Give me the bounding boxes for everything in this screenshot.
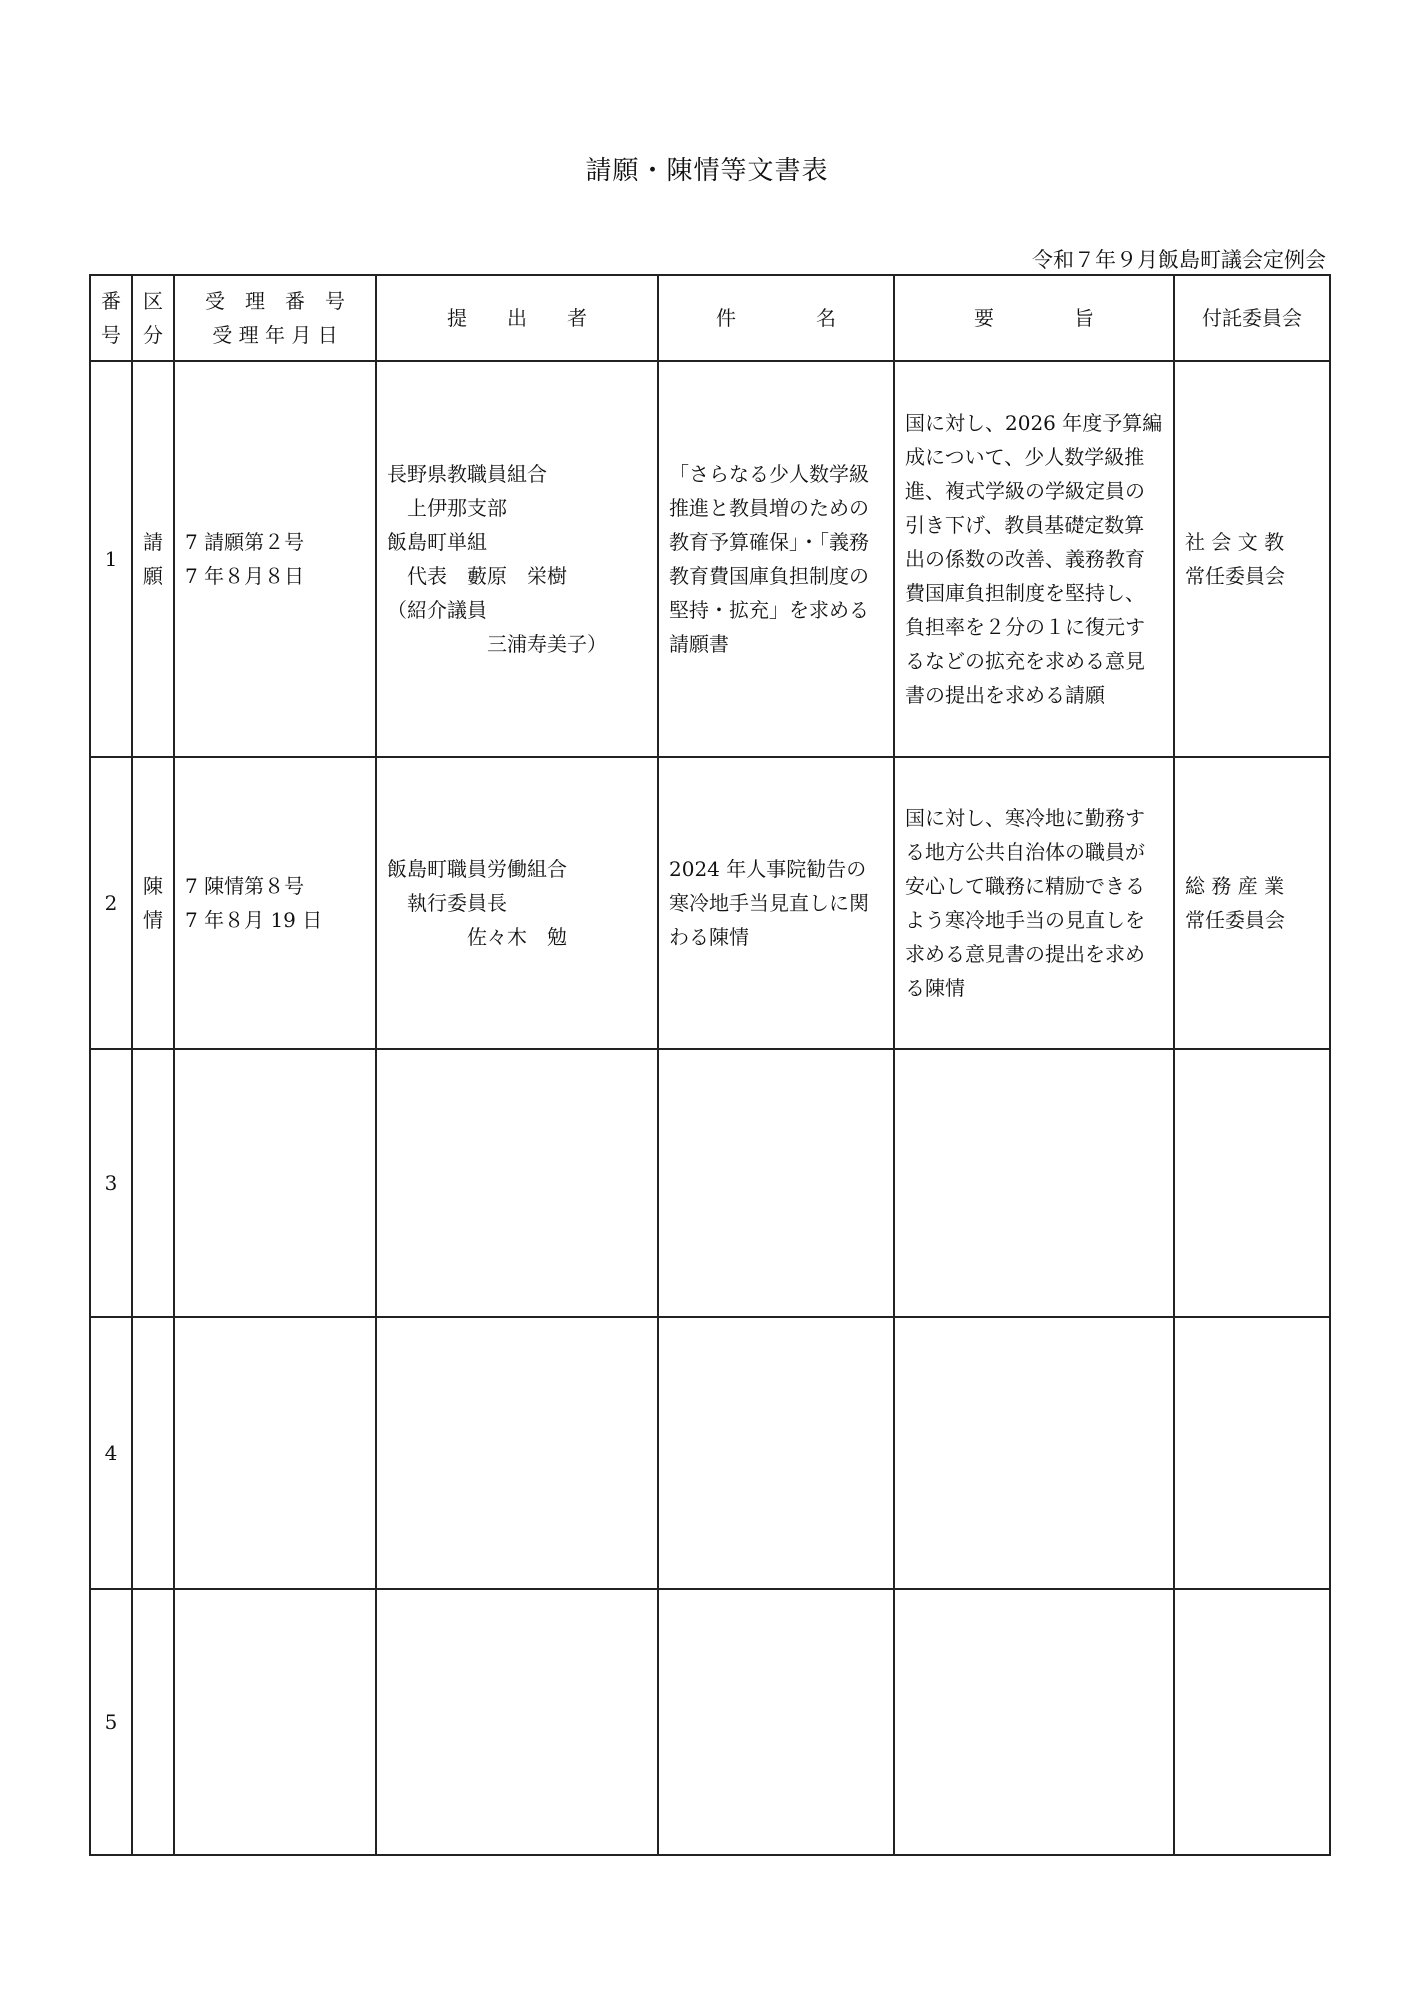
row-number: 4	[90, 1317, 132, 1589]
table-row	[90, 1589, 1330, 1855]
row-committee	[1174, 1317, 1330, 1589]
table-row	[90, 361, 1330, 757]
row-summary: 国に対し、2026 年度予算編成について、少人数学級推進、複式学級の学級定員の引き下げ、教員基礎定数算出の係数の改善、義務教育費国庫負担制度を堅持し、負担率を２分の１に復元するなどの拡充を求める意見書の提出を求める請願	[894, 361, 1174, 757]
row-number: 3	[90, 1049, 132, 1317]
row-category	[132, 1589, 174, 1855]
row-number: 5	[90, 1589, 132, 1855]
header-summary: 要 旨	[894, 275, 1174, 361]
header-subject: 件 名	[658, 275, 894, 361]
row-receipt	[174, 1317, 376, 1589]
row-submitter: 長野県教職員組合 上伊那支部 飯島町単組 代表 藪原 栄樹 （紹介議員 三浦寿美子）	[376, 361, 658, 757]
row-committee: 総 務 産 業 常任委員会	[1174, 757, 1330, 1049]
row-receipt	[174, 1589, 376, 1855]
table-row	[90, 1317, 1330, 1589]
table-row	[90, 757, 1330, 1049]
row-summary	[894, 1317, 1174, 1589]
header-submitter: 提 出 者	[376, 275, 658, 361]
row-committee	[1174, 1589, 1330, 1855]
header-receipt: 受 理 番 号 受 理 年 月 日	[174, 275, 376, 361]
row-subject	[658, 1049, 894, 1317]
row-receipt	[174, 1049, 376, 1317]
row-committee: 社 会 文 教 常任委員会	[1174, 361, 1330, 757]
row-subject: 2024 年人事院勧告の寒冷地手当見直しに関わる陳情	[658, 757, 894, 1049]
row-submitter	[376, 1317, 658, 1589]
row-number: 2	[90, 757, 132, 1049]
row-category	[132, 1049, 174, 1317]
row-receipt: 7 陳情第８号 7 年８月 19 日	[174, 757, 376, 1049]
row-category: 請 願	[132, 361, 174, 757]
row-committee	[1174, 1049, 1330, 1317]
row-subject	[658, 1589, 894, 1855]
header-number: 番 号	[90, 275, 132, 361]
row-category: 陳 情	[132, 757, 174, 1049]
header-category: 区 分	[132, 275, 174, 361]
row-subject: 「さらなる少人数学級推進と教員増のための教育予算確保」・「義務教育費国庫負担制度の堅持・拡充」を求める請願書	[658, 361, 894, 757]
row-category	[132, 1317, 174, 1589]
row-summary: 国に対し、寒冷地に勤務する地方公共自治体の職員が安心して職務に精励できるよう寒冷地手当の見直しを求める意見書の提出を求める陳情	[894, 757, 1174, 1049]
row-summary	[894, 1589, 1174, 1855]
row-summary	[894, 1049, 1174, 1317]
table-row	[90, 1049, 1330, 1317]
header-committee: 付託委員会	[1174, 275, 1330, 361]
row-number: 1	[90, 361, 132, 757]
table-header-row	[90, 275, 1330, 361]
row-submitter	[376, 1589, 658, 1855]
petition-table	[89, 274, 1331, 1856]
document-title: 請願・陳情等文書表	[585, 156, 829, 186]
session-label: 令和７年９月飯島町議会定例会	[1032, 248, 1326, 272]
row-submitter	[376, 1049, 658, 1317]
row-submitter: 飯島町職員労働組合 執行委員長 佐々木 勉	[376, 757, 658, 1049]
row-receipt: 7 請願第２号 7 年８月８日	[174, 361, 376, 757]
row-subject	[658, 1317, 894, 1589]
